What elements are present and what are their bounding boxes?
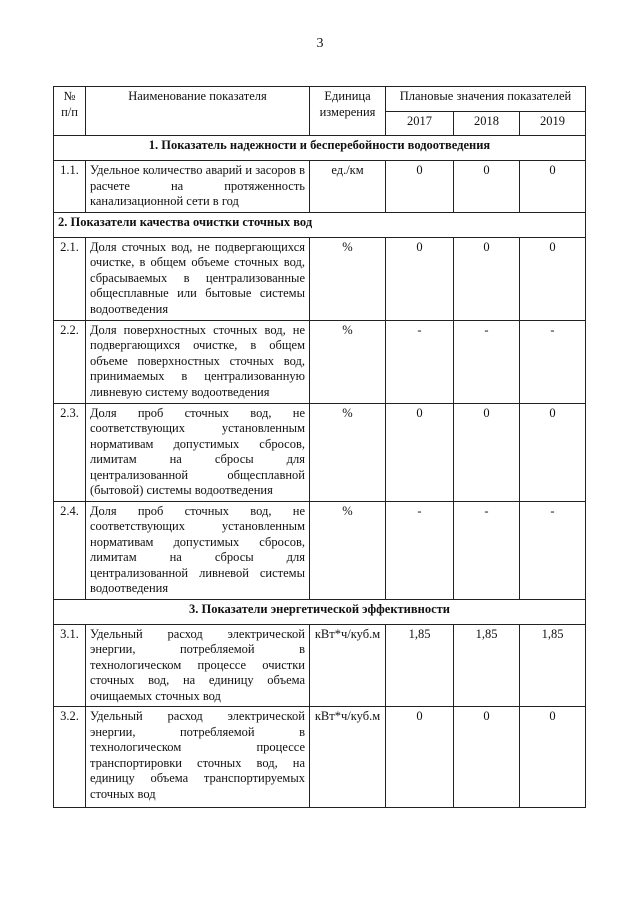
header-unit-label: Единица измерения [319,89,376,119]
row-unit: % [310,403,386,501]
row-value: 0 [520,403,586,501]
row-unit: кВт*ч/куб.м [310,624,386,707]
row-number: 2.4. [54,501,86,599]
row-value: 0 [454,403,520,501]
table-row [54,320,586,403]
row-value: 0 [520,161,586,213]
table-row [54,624,586,707]
page-number: 3 [316,36,324,51]
row-name: Доля сточных вод, не подвергающихся очистке, в общем объеме сточных вод, сбрасываемых в централизованные общесплавные или бытовые системы водоотведения [86,237,310,320]
section-header [54,599,586,624]
row-value: - [520,320,586,403]
row-value: - [386,320,454,403]
table-row [54,161,586,213]
row-number: 1.1. [54,161,86,213]
row-unit: % [310,501,386,599]
section-header [54,212,586,237]
row-value: 0 [386,403,454,501]
header-num-label: № п/п [61,89,78,119]
header-planned [386,87,586,112]
row-name: Удельное количество аварий и засоров в расчете на протяженность канализационной сети в год [86,161,310,213]
header-planned-label: Плановые значения показателей [399,89,572,103]
header-num [54,87,86,136]
header-name-label: Наименование показателя [128,89,267,103]
row-value: 1,85 [520,624,586,707]
row-value: - [454,320,520,403]
table-row [54,403,586,501]
section-title: 2. Показатели качества очистки сточных вод [54,212,586,237]
row-value: 1,85 [454,624,520,707]
table-row [54,237,586,320]
row-unit: % [310,320,386,403]
row-value: 1,85 [386,624,454,707]
row-value: 0 [454,237,520,320]
row-name: Удельный расход электрической энергии, потребляемой в технологическом процессе очистки сточных вод, на единицу объема очищаемых сточных вод [86,624,310,707]
row-name: Доля проб сточных вод, не соответствующих установленным нормативам допустимых сбросов, лимитам на сбросы для централизованной ливневой системы водоотведения [86,501,310,599]
row-unit: ед./км [310,161,386,213]
row-value: - [520,501,586,599]
section-title: 3. Показатели энергетической эффективности [54,599,586,624]
row-number: 2.2. [54,320,86,403]
row-value: 0 [454,707,520,808]
row-number: 2.3. [54,403,86,501]
row-unit: кВт*ч/куб.м [310,707,386,808]
row-value: - [454,501,520,599]
row-name: Удельный расход электрической энергии, потребляемой в технологическом процессе транспортировки сточных вод, на единицу объема транспортируемых сточных вод [86,707,310,808]
row-value: 0 [520,707,586,808]
table-row [54,707,586,808]
header-year: 2018 [454,111,520,136]
header-year: 2019 [520,111,586,136]
row-name: Доля поверхностных сточных вод, не подвергающихся очистке, в общем объеме поверхностных сточных вод, принимаемых в централизованную ливневую систему водоотведения [86,320,310,403]
row-value: 0 [386,707,454,808]
row-unit: % [310,237,386,320]
row-value: 0 [386,237,454,320]
row-number: 2.1. [54,237,86,320]
row-value: 0 [520,237,586,320]
header-name [86,87,310,136]
section-header [54,136,586,161]
indicators-table [53,86,586,808]
row-value: - [386,501,454,599]
row-value: 0 [386,161,454,213]
row-name: Доля проб сточных вод, не соответствующих установленным нормативам допустимых сбросов, лимитам на сбросы для централизованной общесплавной (бытовой) системы водоотведения [86,403,310,501]
table-row [54,501,586,599]
row-number: 3.1. [54,624,86,707]
header-year: 2017 [386,111,454,136]
header-unit [310,87,386,136]
row-value: 0 [454,161,520,213]
section-title: 1. Показатель надежности и бесперебойности водоотведения [54,136,586,161]
row-number: 3.2. [54,707,86,808]
